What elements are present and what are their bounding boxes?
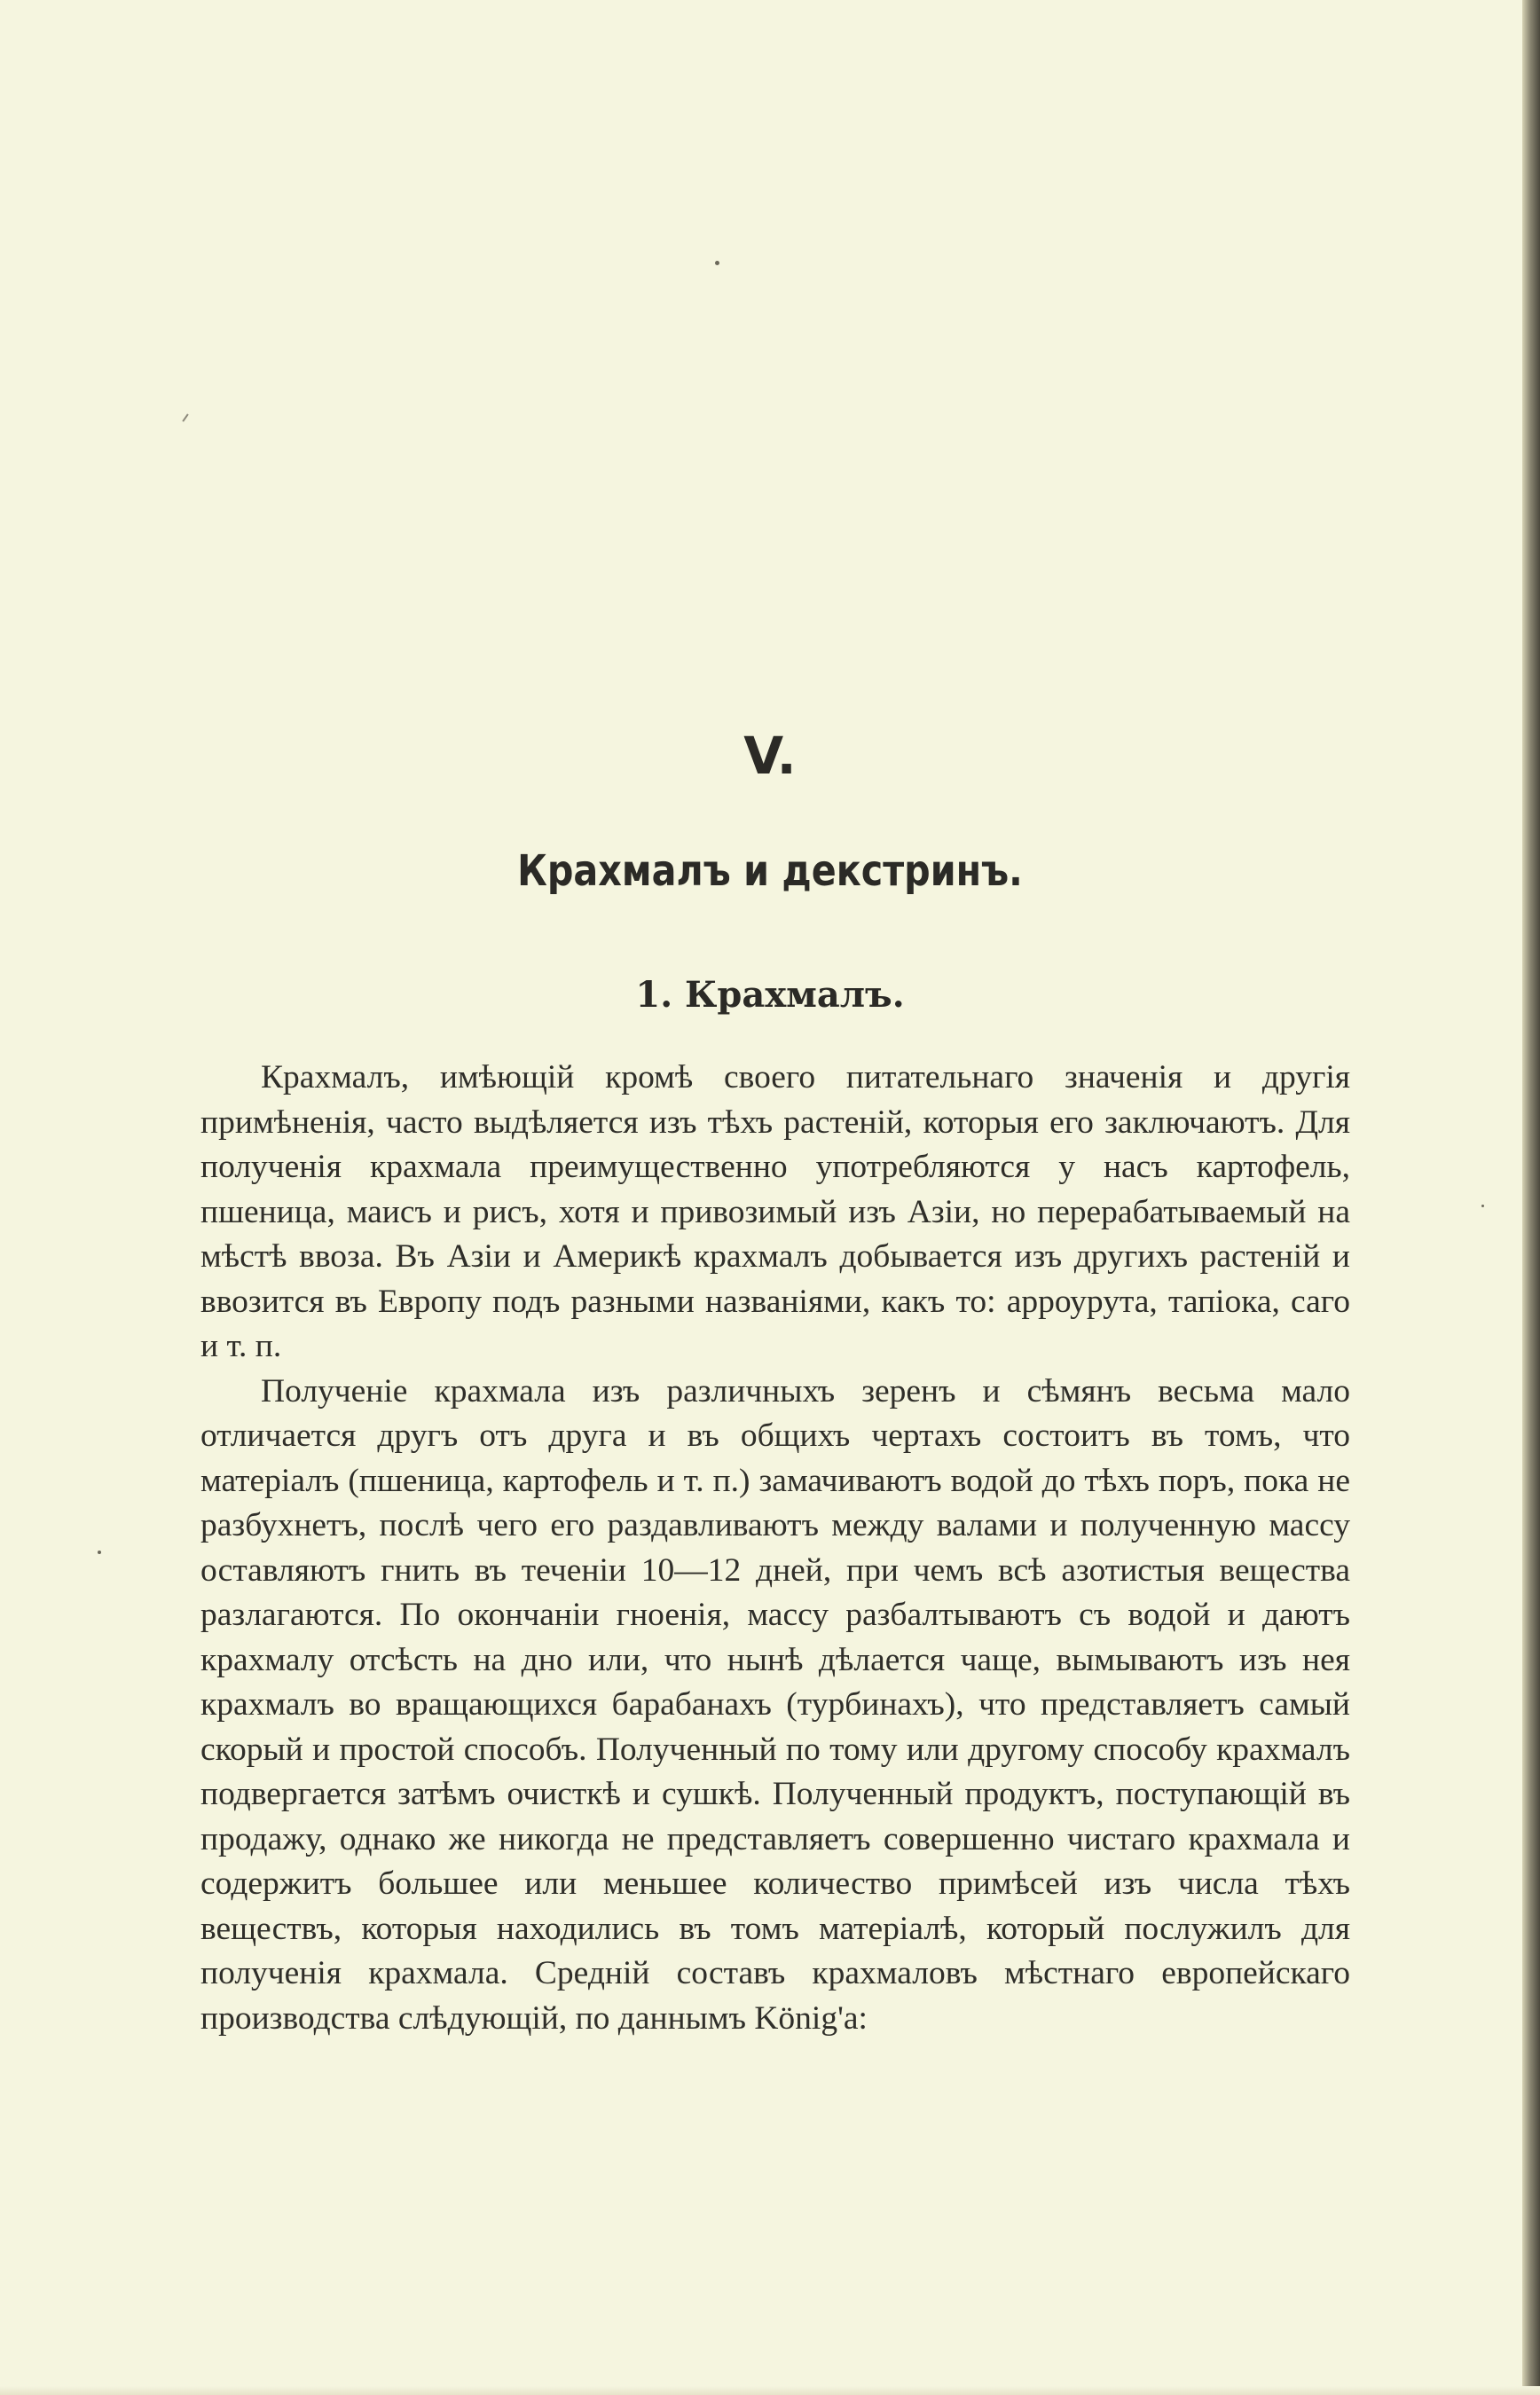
scan-speck [98,1551,101,1554]
body-text [200,1056,1350,2041]
scan-speck [1481,1205,1484,1207]
section-title: 1. Крахмалъ. [635,974,905,1016]
page-edge-shadow [1522,0,1540,2395]
page-bottom-edge [0,2386,1540,2395]
chapter-number: V. [743,726,797,786]
paragraph: Крахмалъ, имѣющій кромѣ своего питательнаго значенія и другія примѣненія, часто выдѣляется изъ тѣхъ растеній, которыя его заключаютъ. Для полученія крахмала преимущественно употребляются у насъ картофель, пшеница, маисъ и рисъ, хотя и привозимый изъ Азіи, но перерабатываемый на мѣстѣ ввоза. Въ Азіи и Америкѣ крахмалъ добывается изъ другихъ растеній и ввозится въ Европу подъ разными названіями, какъ то: арроурута, тапіока, саго и т. п. [200,1059,1350,1364]
scan-speck [715,261,719,265]
chapter-title: Крахмалъ и декстринъ. [517,846,1023,896]
scan-speck [182,413,188,421]
paragraph: Полученіе крахмала изъ различныхъ зеренъ и сѣмянъ весьма мало отличается другъ отъ друга и въ общихъ чертахъ состоитъ въ томъ, что матеріалъ (пшеница, картофель и т. п.) замачиваютъ водой до тѣхъ поръ, пока не разбухнетъ, послѣ чего его раздавливаютъ между валами и полученную массу оставляютъ гнить въ теченіи 10—12 дней, при чемъ всѣ азотистыя вещества разлагаются. По окончаніи гноенія, массу разбалтываютъ съ водой и даютъ крахмалу отсѣсть на дно или, что нынѣ дѣлается чаще, вымываютъ изъ нея крахмалъ во вращающихся барабанахъ (турбинахъ), что представляетъ самый скорый и простой способъ. Полученный по тому или другому способу крахмалъ подвергается затѣмъ очисткѣ и сушкѣ. Полученный продуктъ, поступающій въ продажу, однако же никогда не представляетъ совершенно чистаго крахмала и содержитъ большее или меньшее количество примѣсей изъ числа тѣхъ веществъ, которыя находились въ томъ матеріалѣ, который послужилъ для полученія крахмала. Средній составъ крахмаловъ мѣстнаго европейскаго производства слѣдующій, по даннымъ König'а: [200,1372,1350,2037]
